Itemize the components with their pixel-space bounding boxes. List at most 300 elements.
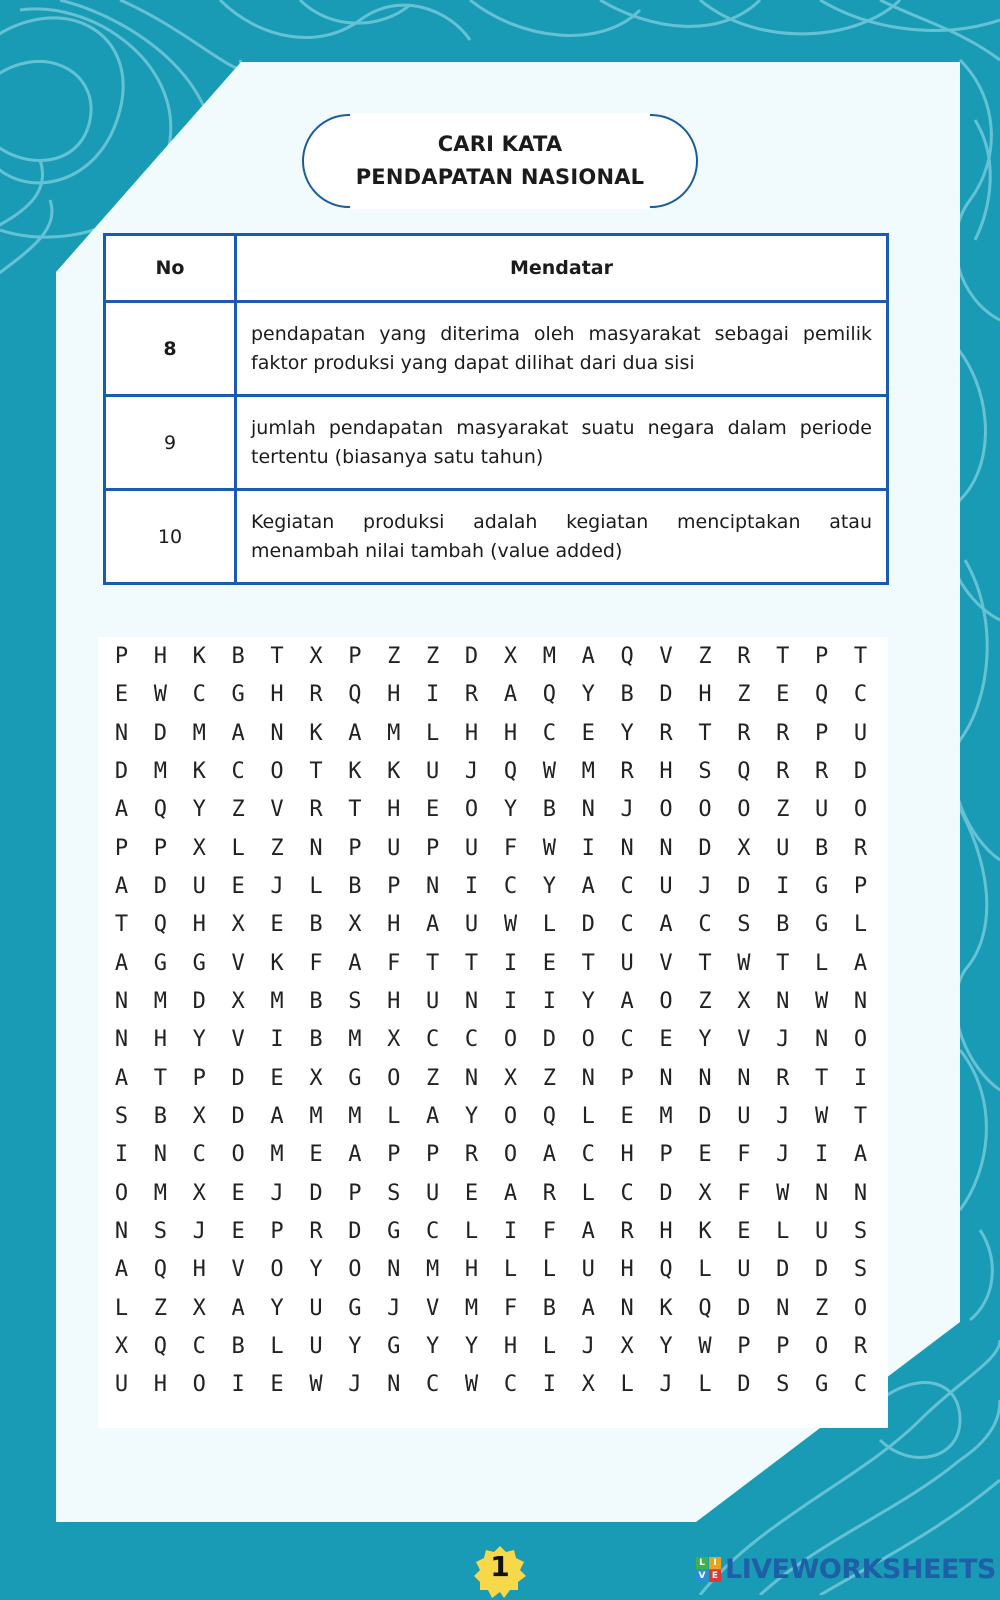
grid-letter[interactable]: L [231,835,245,861]
grid-letter[interactable]: U [426,758,440,784]
grid-letter[interactable]: O [192,1372,206,1398]
grid-letter[interactable]: Z [387,644,401,669]
grid-letter[interactable]: P [426,1142,440,1168]
grid-letter[interactable]: R [309,1218,323,1244]
grid-letter[interactable]: E [426,797,440,823]
grid-letter[interactable]: R [659,720,673,746]
grid-letter[interactable]: Q [503,758,518,784]
grid-letter[interactable]: U [464,912,479,938]
grid-letter[interactable]: J [659,1372,673,1398]
grid-letter[interactable]: Y [348,1333,362,1359]
grid-letter[interactable]: Y [192,1027,206,1053]
grid-letter[interactable]: A [542,1142,556,1168]
grid-letter[interactable]: Y [270,1295,284,1321]
grid-letter[interactable]: M [581,758,595,784]
grid-letter[interactable]: B [542,1295,556,1321]
grid-letter[interactable]: T [698,950,712,976]
grid-letter[interactable]: A [348,1142,362,1168]
grid-letter[interactable]: P [114,835,129,861]
grid-letter[interactable]: N [737,1065,751,1091]
grid-letter[interactable]: X [737,988,751,1014]
grid-letter[interactable]: L [542,1257,556,1283]
grid-letter[interactable]: R [309,797,323,823]
grid-letter[interactable]: J [192,1218,206,1244]
grid-letter[interactable]: T [270,644,284,669]
grid-letter[interactable]: W [815,1103,829,1129]
grid-letter[interactable]: D [659,682,673,708]
grid-letter[interactable]: R [309,682,323,708]
grid-letter[interactable]: O [698,797,712,823]
grid-letter[interactable]: O [853,1027,868,1053]
grid-letter[interactable]: R [815,758,829,784]
grid-letter[interactable]: E [464,1180,479,1206]
grid-letter[interactable]: Q [620,644,634,669]
grid-letter[interactable]: U [114,1372,129,1398]
grid-letter[interactable]: I [581,835,595,861]
grid-letter[interactable]: U [581,1257,595,1283]
grid-letter[interactable]: I [815,1142,829,1168]
grid-letter[interactable]: V [426,1295,440,1321]
grid-letter[interactable]: A [581,873,595,899]
grid-letter[interactable]: A [853,950,868,976]
grid-letter[interactable]: A [114,950,129,976]
grid-letter[interactable]: B [620,682,634,708]
grid-letter[interactable]: W [737,950,751,976]
grid-letter[interactable]: E [659,1027,673,1053]
grid-letter[interactable]: K [192,758,206,784]
grid-letter[interactable]: N [581,1065,595,1091]
grid-letter[interactable]: M [348,1103,362,1129]
grid-letter[interactable]: L [542,1333,556,1359]
grid-letter[interactable]: O [659,988,673,1014]
grid-letter[interactable]: D [309,1180,323,1206]
grid-letter[interactable]: B [542,797,556,823]
grid-letter[interactable]: E [270,1372,284,1398]
grid-letter[interactable]: Z [776,797,790,823]
grid-letter[interactable]: D [348,1218,362,1244]
grid-letter[interactable]: Q [698,1295,712,1321]
grid-letter[interactable]: D [231,1103,245,1129]
grid-letter[interactable]: I [231,1372,245,1398]
grid-letter[interactable]: A [503,1180,518,1206]
grid-letter[interactable]: J [464,758,479,784]
grid-letter[interactable]: X [192,835,206,861]
grid-letter[interactable]: S [698,758,712,784]
grid-letter[interactable]: P [192,1065,206,1091]
grid-letter[interactable]: O [387,1065,401,1091]
grid-letter[interactable]: X [192,1103,206,1129]
grid-letter[interactable]: B [231,1333,245,1359]
grid-letter[interactable]: U [737,1257,751,1283]
grid-letter[interactable]: O [503,1103,518,1129]
grid-letter[interactable]: M [309,1103,323,1129]
grid-letter[interactable]: K [348,758,362,784]
grid-letter[interactable]: F [503,835,518,861]
grid-letter[interactable]: X [231,988,245,1014]
grid-letter[interactable]: T [581,950,595,976]
grid-letter[interactable]: T [853,1103,868,1129]
grid-letter[interactable]: C [426,1372,440,1398]
grid-letter[interactable]: A [581,1295,595,1321]
grid-letter[interactable]: Q [542,1103,556,1129]
grid-letter[interactable]: J [776,1103,790,1129]
grid-letter[interactable]: G [815,873,829,899]
grid-letter[interactable]: V [737,1027,751,1053]
grid-letter[interactable]: E [620,1103,634,1129]
grid-letter[interactable]: T [114,912,129,938]
grid-letter[interactable]: K [659,1295,673,1321]
grid-letter[interactable]: U [309,1333,323,1359]
grid-letter[interactable]: W [464,1372,479,1398]
grid-letter[interactable]: O [270,758,284,784]
grid-letter[interactable]: G [387,1218,401,1244]
grid-letter[interactable]: A [426,912,440,938]
grid-letter[interactable]: K [270,950,284,976]
grid-letter[interactable]: E [737,1218,751,1244]
grid-letter[interactable]: W [776,1180,790,1206]
grid-letter[interactable]: Z [698,644,712,669]
grid-letter[interactable]: D [542,1027,556,1053]
grid-letter[interactable]: Y [309,1257,323,1283]
grid-letter[interactable]: S [153,1218,167,1244]
grid-letter[interactable]: X [309,1065,323,1091]
grid-letter[interactable]: C [542,720,556,746]
grid-letter[interactable]: W [503,912,518,938]
grid-letter[interactable]: H [620,1257,634,1283]
grid-letter[interactable]: P [153,835,167,861]
grid-letter[interactable]: D [464,644,479,669]
grid-letter[interactable]: O [348,1257,362,1283]
grid-letter[interactable]: Y [698,1027,712,1053]
grid-letter[interactable]: P [815,644,829,669]
grid-letter[interactable]: U [464,835,479,861]
grid-letter[interactable]: N [776,1295,790,1321]
grid-letter[interactable]: L [426,720,440,746]
grid-letter[interactable]: Q [153,1257,167,1283]
grid-letter[interactable]: P [348,835,362,861]
grid-letter[interactable]: A [114,1065,129,1091]
grid-letter[interactable]: N [659,1065,673,1091]
grid-letter[interactable]: Y [464,1103,479,1129]
grid-letter[interactable]: N [620,835,634,861]
grid-letter[interactable]: G [348,1065,362,1091]
grid-letter[interactable]: X [231,912,245,938]
grid-letter[interactable]: Z [698,988,712,1014]
grid-letter[interactable]: L [503,1257,518,1283]
grid-letter[interactable]: M [659,1103,673,1129]
grid-letter[interactable]: F [737,1142,751,1168]
grid-letter[interactable]: V [270,797,284,823]
grid-letter[interactable]: T [348,797,362,823]
grid-letter[interactable]: M [270,1142,284,1168]
grid-letter[interactable]: P [348,644,362,669]
grid-letter[interactable]: X [581,1372,595,1398]
grid-letter[interactable]: R [737,720,751,746]
grid-letter[interactable]: O [853,1295,868,1321]
grid-letter[interactable]: N [581,797,595,823]
grid-letter[interactable]: L [114,1295,129,1321]
grid-letter[interactable]: I [503,988,518,1014]
grid-letter[interactable]: O [270,1257,284,1283]
grid-letter[interactable]: Q [153,912,167,938]
grid-letter[interactable]: D [698,835,712,861]
grid-letter[interactable]: T [698,720,712,746]
grid-letter[interactable]: C [620,1027,634,1053]
grid-letter[interactable]: X [114,1333,129,1359]
grid-letter[interactable]: V [659,644,673,669]
grid-letter[interactable]: T [153,1065,167,1091]
grid-letter[interactable]: M [348,1027,362,1053]
grid-letter[interactable]: J [270,1180,284,1206]
grid-letter[interactable]: D [231,1065,245,1091]
grid-letter[interactable]: A [231,720,245,746]
grid-letter[interactable]: X [192,1295,206,1321]
grid-letter[interactable]: M [464,1295,479,1321]
grid-letter[interactable]: N [659,835,673,861]
grid-letter[interactable]: L [698,1257,712,1283]
grid-letter[interactable]: J [620,797,634,823]
grid-letter[interactable]: I [270,1027,284,1053]
grid-letter[interactable]: N [114,1218,129,1244]
grid-letter[interactable]: H [503,1333,518,1359]
grid-letter[interactable]: P [620,1065,634,1091]
grid-letter[interactable]: Y [620,720,634,746]
grid-letter[interactable]: P [815,720,829,746]
grid-letter[interactable]: C [426,1027,440,1053]
grid-letter[interactable]: X [737,835,751,861]
grid-letter[interactable]: L [698,1372,712,1398]
grid-letter[interactable]: H [464,1257,479,1283]
grid-letter[interactable]: O [815,1333,829,1359]
grid-letter[interactable]: Y [542,873,556,899]
grid-letter[interactable]: H [387,988,401,1014]
grid-letter[interactable]: O [853,797,868,823]
grid-letter[interactable]: Y [503,797,518,823]
grid-letter[interactable]: A [231,1295,245,1321]
grid-letter[interactable]: P [387,873,401,899]
grid-letter[interactable]: A [348,950,362,976]
grid-letter[interactable]: A [581,1218,595,1244]
grid-letter[interactable]: P [737,1333,751,1359]
grid-letter[interactable]: P [387,1142,401,1168]
grid-letter[interactable]: T [464,950,479,976]
grid-letter[interactable]: D [737,1295,751,1321]
grid-letter[interactable]: K [309,720,323,746]
grid-letter[interactable]: W [815,988,829,1014]
grid-letter[interactable]: M [387,720,401,746]
grid-letter[interactable]: M [542,644,556,669]
grid-letter[interactable]: B [348,873,362,899]
grid-letter[interactable]: U [815,1218,829,1244]
grid-letter[interactable]: U [815,797,829,823]
grid-letter[interactable]: C [426,1218,440,1244]
grid-letter[interactable]: M [153,1180,167,1206]
grid-letter[interactable]: R [464,1142,479,1168]
grid-letter[interactable]: A [503,682,518,708]
grid-letter[interactable]: E [542,950,556,976]
grid-letter[interactable]: P [853,873,868,899]
grid-letter[interactable]: A [114,1257,129,1283]
liveworksheets-logo[interactable] [696,1554,996,1585]
grid-letter[interactable]: L [776,1218,790,1244]
grid-letter[interactable]: C [503,1372,518,1398]
grid-letter[interactable]: Y [426,1333,440,1359]
grid-letter[interactable]: M [270,988,284,1014]
grid-letter[interactable]: K [387,758,401,784]
grid-letter[interactable]: I [542,1372,556,1398]
grid-letter[interactable]: R [853,1333,868,1359]
grid-letter[interactable]: S [776,1372,790,1398]
grid-letter[interactable]: N [620,1295,634,1321]
grid-letter[interactable]: J [270,873,284,899]
grid-letter[interactable]: D [659,1180,673,1206]
grid-letter[interactable]: A [114,797,129,823]
grid-letter[interactable]: Z [815,1295,829,1321]
grid-letter[interactable]: A [659,912,673,938]
grid-letter[interactable]: E [776,682,790,708]
grid-letter[interactable]: A [853,1142,868,1168]
grid-letter[interactable]: T [776,644,790,669]
grid-letter[interactable]: Z [542,1065,556,1091]
grid-letter[interactable]: R [464,682,479,708]
grid-letter[interactable]: U [426,1180,440,1206]
grid-letter[interactable]: R [853,835,868,861]
grid-letter[interactable]: M [426,1257,440,1283]
grid-letter[interactable]: P [348,1180,362,1206]
grid-letter[interactable]: J [387,1295,401,1321]
grid-letter[interactable]: U [620,950,634,976]
grid-letter[interactable]: L [270,1333,284,1359]
grid-letter[interactable]: E [114,682,129,708]
grid-letter[interactable]: Q [542,682,556,708]
grid-letter[interactable]: M [192,720,206,746]
grid-letter[interactable]: B [231,644,245,669]
grid-letter[interactable]: Z [426,1065,440,1091]
grid-letter[interactable]: O [231,1142,245,1168]
grid-letter[interactable]: A [114,873,129,899]
grid-letter[interactable]: Q [348,682,362,708]
grid-letter[interactable]: Q [737,758,751,784]
grid-letter[interactable]: R [776,720,790,746]
grid-letter[interactable]: L [387,1103,401,1129]
grid-letter[interactable]: Y [192,797,206,823]
grid-letter[interactable]: N [698,1065,712,1091]
grid-letter[interactable]: N [270,720,284,746]
grid-letter[interactable]: S [114,1103,129,1129]
grid-letter[interactable]: G [815,912,829,938]
grid-letter[interactable]: D [853,758,868,784]
grid-letter[interactable]: L [464,1218,479,1244]
grid-letter[interactable]: C [853,682,868,708]
grid-letter[interactable]: H [659,758,673,784]
grid-letter[interactable]: Q [815,682,829,708]
grid-letter[interactable]: Q [153,797,167,823]
grid-letter[interactable]: H [153,1027,167,1053]
grid-letter[interactable]: Z [270,835,284,861]
grid-letter[interactable]: J [776,1027,790,1053]
grid-letter[interactable]: H [192,1257,206,1283]
grid-letter[interactable]: P [114,644,129,669]
grid-letter[interactable]: H [192,912,206,938]
grid-letter[interactable]: N [426,873,440,899]
grid-letter[interactable]: P [776,1333,790,1359]
grid-letter[interactable]: I [853,1065,868,1091]
grid-letter[interactable]: M [153,988,167,1014]
grid-letter[interactable]: P [426,835,440,861]
grid-letter[interactable]: E [231,1180,245,1206]
grid-letter[interactable]: B [309,1027,323,1053]
grid-letter[interactable]: C [192,1333,206,1359]
grid-letter[interactable]: H [387,797,401,823]
grid-letter[interactable]: O [737,797,751,823]
grid-letter[interactable]: H [387,682,401,708]
grid-letter[interactable]: N [464,988,479,1014]
grid-letter[interactable]: R [542,1180,556,1206]
grid-letter[interactable]: Q [153,1333,167,1359]
grid-letter[interactable]: T [853,644,868,669]
grid-letter[interactable]: W [542,758,556,784]
grid-letter[interactable]: I [426,682,440,708]
grid-letter[interactable]: Y [581,988,595,1014]
grid-letter[interactable]: B [309,988,323,1014]
grid-letter[interactable]: U [659,873,673,899]
grid-letter[interactable]: H [659,1218,673,1244]
grid-letter[interactable]: L [815,950,829,976]
grid-letter[interactable]: A [270,1103,284,1129]
grid-letter[interactable]: G [231,682,245,708]
grid-letter[interactable]: E [581,720,595,746]
grid-letter[interactable]: T [426,950,440,976]
grid-letter[interactable]: L [581,1103,595,1129]
grid-letter[interactable]: Y [581,682,595,708]
grid-letter[interactable]: B [815,835,829,861]
grid-letter[interactable]: X [503,644,518,669]
grid-letter[interactable]: D [192,988,206,1014]
grid-letter[interactable]: D [698,1103,712,1129]
grid-letter[interactable]: F [387,950,401,976]
grid-letter[interactable]: B [776,912,790,938]
grid-letter[interactable]: C [853,1372,868,1398]
grid-letter[interactable]: N [153,1142,167,1168]
grid-letter[interactable]: U [737,1103,751,1129]
grid-letter[interactable]: S [853,1218,868,1244]
grid-letter[interactable]: C [503,873,518,899]
grid-letter[interactable]: X [387,1027,401,1053]
grid-letter[interactable]: B [153,1103,167,1129]
grid-letter[interactable]: X [348,912,362,938]
grid-letter[interactable]: X [620,1333,634,1359]
grid-letter[interactable]: E [698,1142,712,1168]
grid-letter[interactable]: O [581,1027,595,1053]
grid-letter[interactable]: I [542,988,556,1014]
grid-letter[interactable]: Y [659,1333,673,1359]
grid-letter[interactable]: R [620,758,634,784]
grid-letter[interactable]: P [270,1218,284,1244]
grid-letter[interactable]: V [231,950,245,976]
grid-letter[interactable]: D [153,873,167,899]
grid-letter[interactable]: S [853,1257,868,1283]
grid-letter[interactable]: H [620,1142,634,1168]
grid-letter[interactable]: Z [426,644,440,669]
grid-letter[interactable]: C [698,912,712,938]
grid-letter[interactable]: C [231,758,245,784]
grid-letter[interactable]: R [737,644,751,669]
grid-letter[interactable]: I [503,950,518,976]
grid-letter[interactable]: D [776,1257,790,1283]
grid-letter[interactable]: F [309,950,323,976]
grid-letter[interactable]: F [542,1218,556,1244]
grid-letter[interactable]: K [192,644,206,669]
